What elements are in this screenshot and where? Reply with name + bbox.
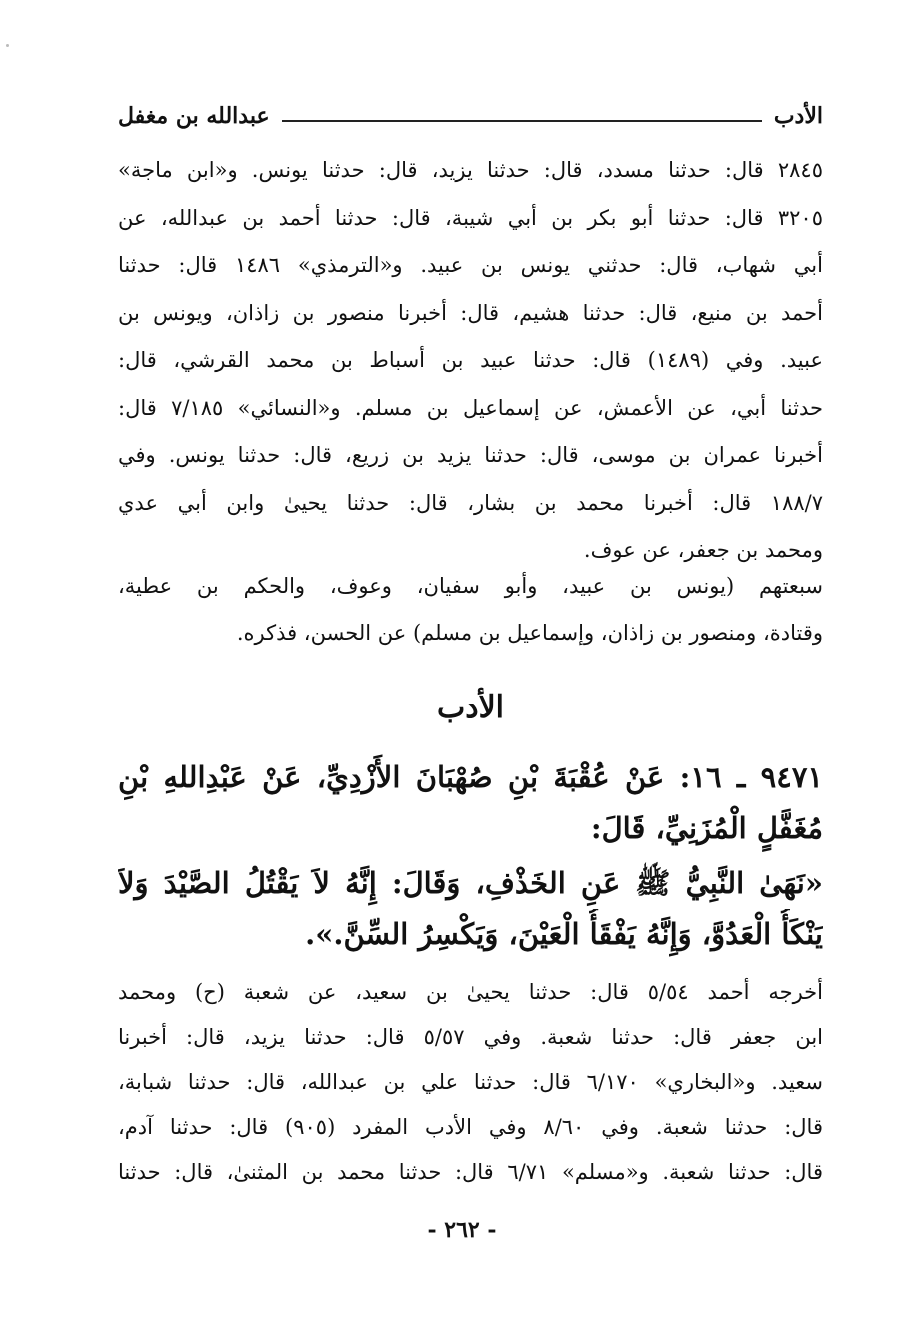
references-top <box>118 147 823 575</box>
hadith-block <box>118 752 823 960</box>
margin-mark <box>6 44 9 47</box>
hadith-isnad-line: ٩٤٧١ ـ ١٦: عَنْ عُقْبَةَ بْنِ صُهْبَانَ الأَزْدِيِّ، عَنْ عَبْدِاللهِ بْنِ <box>118 760 823 794</box>
reference-line: أخرجه أحمد ٥/٥٤ قال: حدثنا يحيىٰ بن سعيد، عن شعبة (ح) ومحمد <box>118 980 823 1004</box>
reference-line: أحمد بن منيع، قال: حدثنا هشيم، قال: أخبرنا منصور بن زاذان، ويونس بن <box>118 300 823 325</box>
reference-line: عبيد. وفي (١٤٨٩) قال: حدثنا عبيد بن أسباط بن محمد القرشي، قال: <box>118 348 823 372</box>
reference-line: ابن جعفر قال: حدثنا شعبة. وفي ٥/٥٧ قال: حدثنا يزيد، قال: أخبرنا <box>118 1025 823 1049</box>
summary-line: وقتادة، ومنصور بن زاذان، وإسماعيل بن مسلم) عن الحسن، فذكره. <box>236 621 823 645</box>
reference-line: أبي شهاب، قال: حدثني يونس بن عبيد. و«الترمذي» ١٤٨٦ قال: حدثنا <box>118 253 823 277</box>
reference-line: حدثنا أبي، عن الأعمش، عن إسماعيل بن مسلم. و«النسائي» ٧/١٨٥ قال: <box>118 395 823 420</box>
reference-line: أخبرنا عمران بن موسى، قال: حدثنا يزيد بن زريع، قال: حدثنا يونس. وفي <box>118 443 823 467</box>
section-title: الأدب <box>436 690 505 725</box>
reference-line: قال: حدثنا شعبة. وفي ٨/٦٠ وفي الأدب المفرد (٩٠٥) قال: حدثنا آدم، <box>118 1115 823 1139</box>
header-rule <box>282 120 762 122</box>
reference-line: ٢٨٤٥ قال: حدثنا مسدد، قال: حدثنا يزيد، قال: حدثنا يونس. و«ابن ماجة» <box>118 158 823 182</box>
page-number: - ٢٦٢ - <box>427 1217 497 1243</box>
hadith-matn-line: «نَهَىٰ النَّبِيُّ ﷺ عَنِ الخَذْفِ، وَقَالَ: إِنَّهُ لاَ يَقْتُلُ الصَّيْدَ وَلاَ <box>118 866 823 900</box>
hadith-isnad-line: مُغَفَّلٍ الْمُزَنِيِّ، قَالَ: <box>590 811 823 845</box>
running-header <box>118 96 823 136</box>
summary-paragraph <box>118 563 823 657</box>
reference-line: ١٨٨/٧ قال: أخبرنا محمد بن بشار، قال: حدثنا يحيىٰ وابن أبي عدي <box>118 490 823 515</box>
reference-line: قال: حدثنا شعبة. و«مسلم» ٦/٧١ قال: حدثنا محمد بن المثنىٰ، قال: حدثنا <box>118 1160 823 1184</box>
hadith-matn-line: يَنْكَأُ الْعَدُوَّ، وَإِنَّهُ يَفْقَأُ الْعَيْنَ، وَيَكْسِرُ السِّنَّ.». <box>305 917 823 951</box>
reference-line: سعيد. و«البخاري» ٦/١٧٠ قال: حدثنا علي بن عبدالله، قال: حدثنا شبابة، <box>118 1070 823 1094</box>
header-chapter-title: الأدب <box>773 103 823 129</box>
reference-line: ٣٢٠٥ قال: حدثنا أبو بكر بن أبي شيبة، قال: حدثنا أحمد بن عبدالله، عن <box>118 205 823 230</box>
summary-line: سبعتهم (يونس بن عبيد، وأبو سفيان، وعوف، والحكم بن عطية، <box>118 574 823 598</box>
header-narrator-title: عبدالله بن مغفل <box>118 103 270 129</box>
references-bottom <box>118 970 823 1195</box>
reference-line: ومحمد بن جعفر، عن عوف. <box>583 538 823 562</box>
